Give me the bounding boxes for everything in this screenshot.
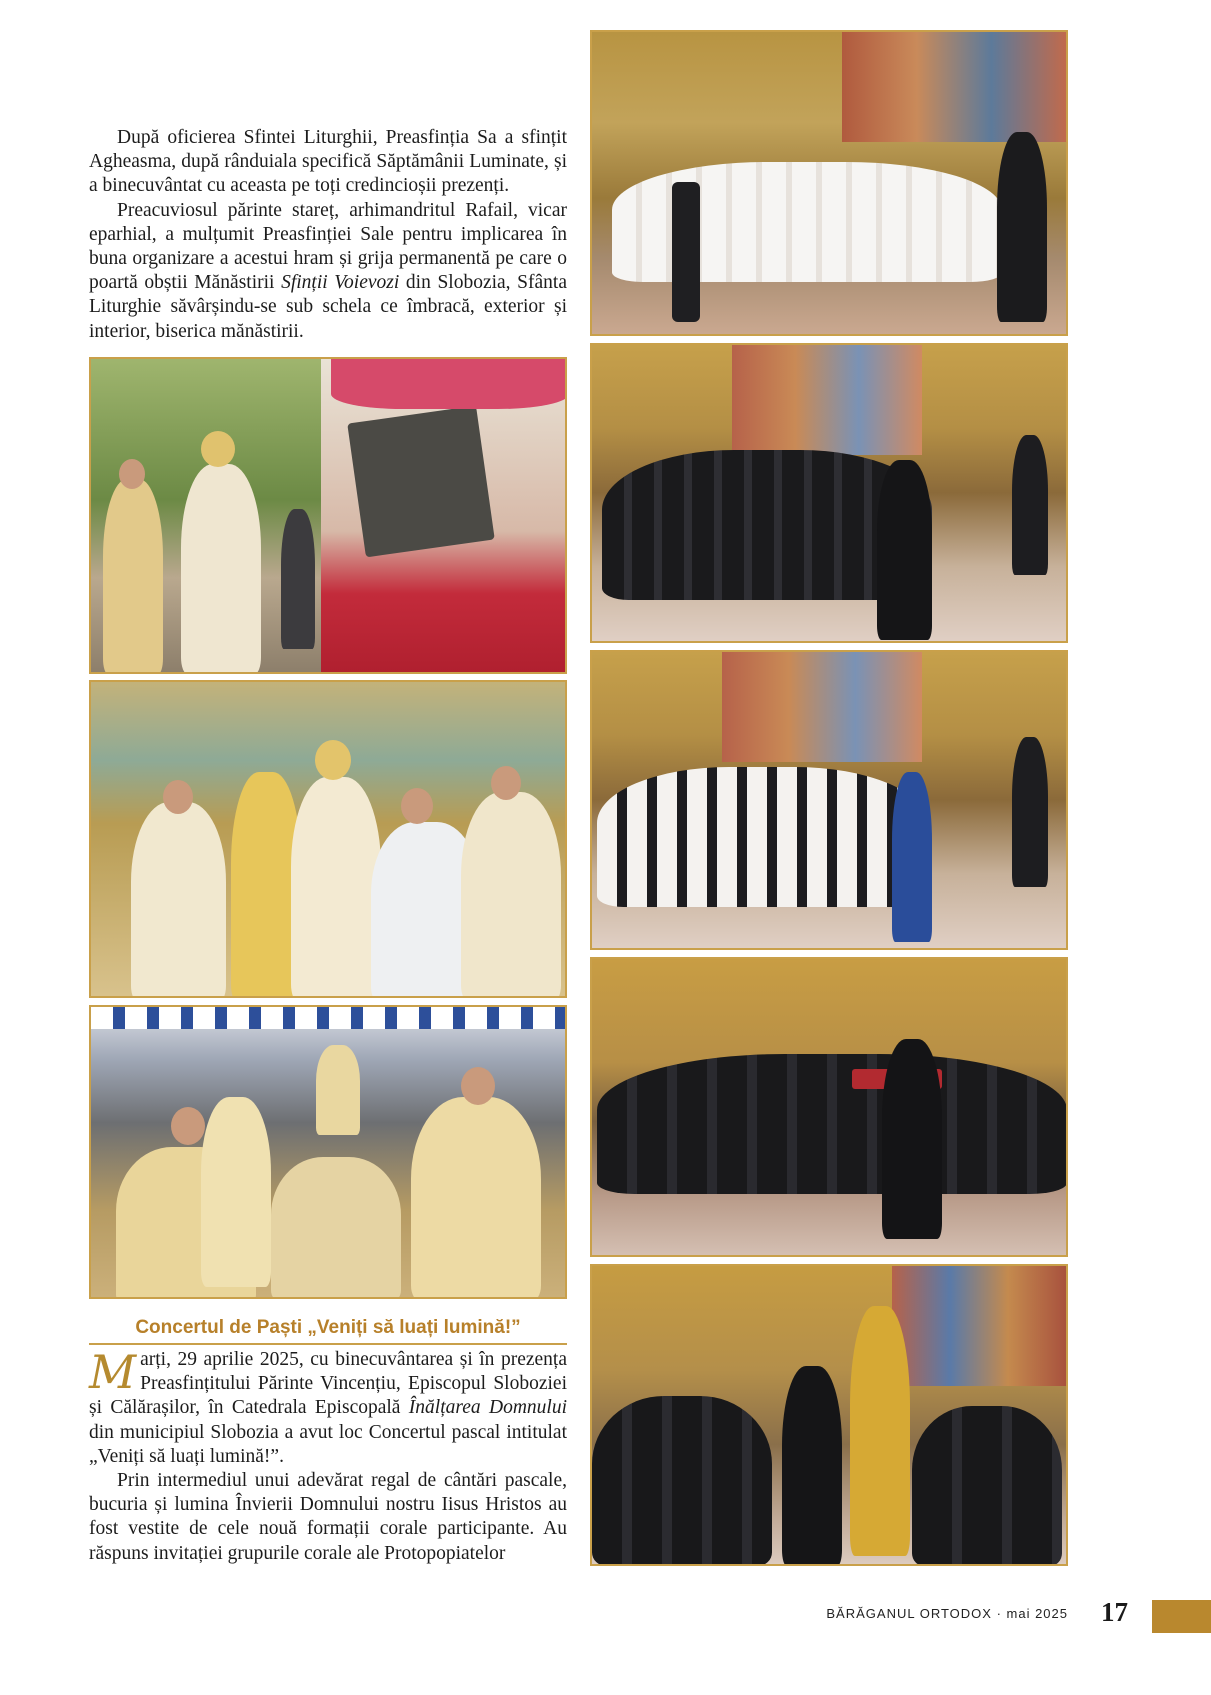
- monastery-name: Sfinții Voievozi: [281, 272, 400, 294]
- dropcap: M: [89, 1345, 137, 1399]
- paragraph: Prin intermediul unui adevărat regal de cântări pascale, bucuria și lumina Învierii Domnului nostru Iisus Hristos au fost vestite de cele nouă formații corale participante. Au răspuns invitației grupurile corale ale Protopopiatelor: [89, 1470, 567, 1564]
- photo-bishop-speech: [590, 1264, 1068, 1566]
- photo-children-choir: [590, 30, 1068, 336]
- photo-clergy-liturgy: [89, 680, 567, 998]
- paragraph: [89, 1345, 567, 1469]
- cathedral-name: Înălțarea Domnului: [408, 1397, 567, 1419]
- text-run: din municipiul Slobozia a avut loc Concertul pascal intitulat „Veniți să luați lumină!”.: [89, 1421, 567, 1467]
- paragraph: După oficierea Sfintei Liturghii, Preasfinția Sa a sfințit Agheasma, după rânduiala specifică Săptămânii Luminate, și a binecuvântat cu aceasta pe toți credincioșii prezenți.: [89, 127, 567, 197]
- photo-priests-choir: [590, 957, 1068, 1257]
- photo-mixed-choir: [590, 650, 1068, 950]
- paragraph: [89, 199, 567, 344]
- publication-footer: BĂRĂGANUL ORTODOX · mai 2025: [826, 1606, 1068, 1621]
- text-run: Preacuviosul părinte stareț, arhimandritul Rafail, vicar eparhial, a mulțumit Preasfinției Sale pentru implicarea în buna organizare a acestui hram și grija permanentă pe care o poartă obștii Mănăstirii: [89, 199, 567, 294]
- title-rule: [89, 1343, 567, 1345]
- photo-altar-service: [89, 1005, 567, 1299]
- page-tab: [1152, 1600, 1211, 1633]
- page-number: 17: [1101, 1597, 1128, 1627]
- concert-article: [89, 1345, 567, 1566]
- text-run: din Slobozia, Sfânta Liturghie săvârșindu-se sub schela ce îmbracă, exterior și interior, biserica mănăstirii.: [89, 272, 567, 342]
- text-run: arți, 29 aprilie 2025, cu binecuvântarea și în prezența Preasfințitului Părinte Vincențiu, Episcopul Sloboziei și Călărașilor, în Catedrala Episcopală: [89, 1349, 567, 1419]
- photo-icon-procession: [89, 357, 567, 674]
- article-continuation: [89, 126, 567, 344]
- section-title: Concertul de Paști „Veniți să luați lumină!”: [135, 1317, 521, 1338]
- photo-youth-choir: [590, 343, 1068, 643]
